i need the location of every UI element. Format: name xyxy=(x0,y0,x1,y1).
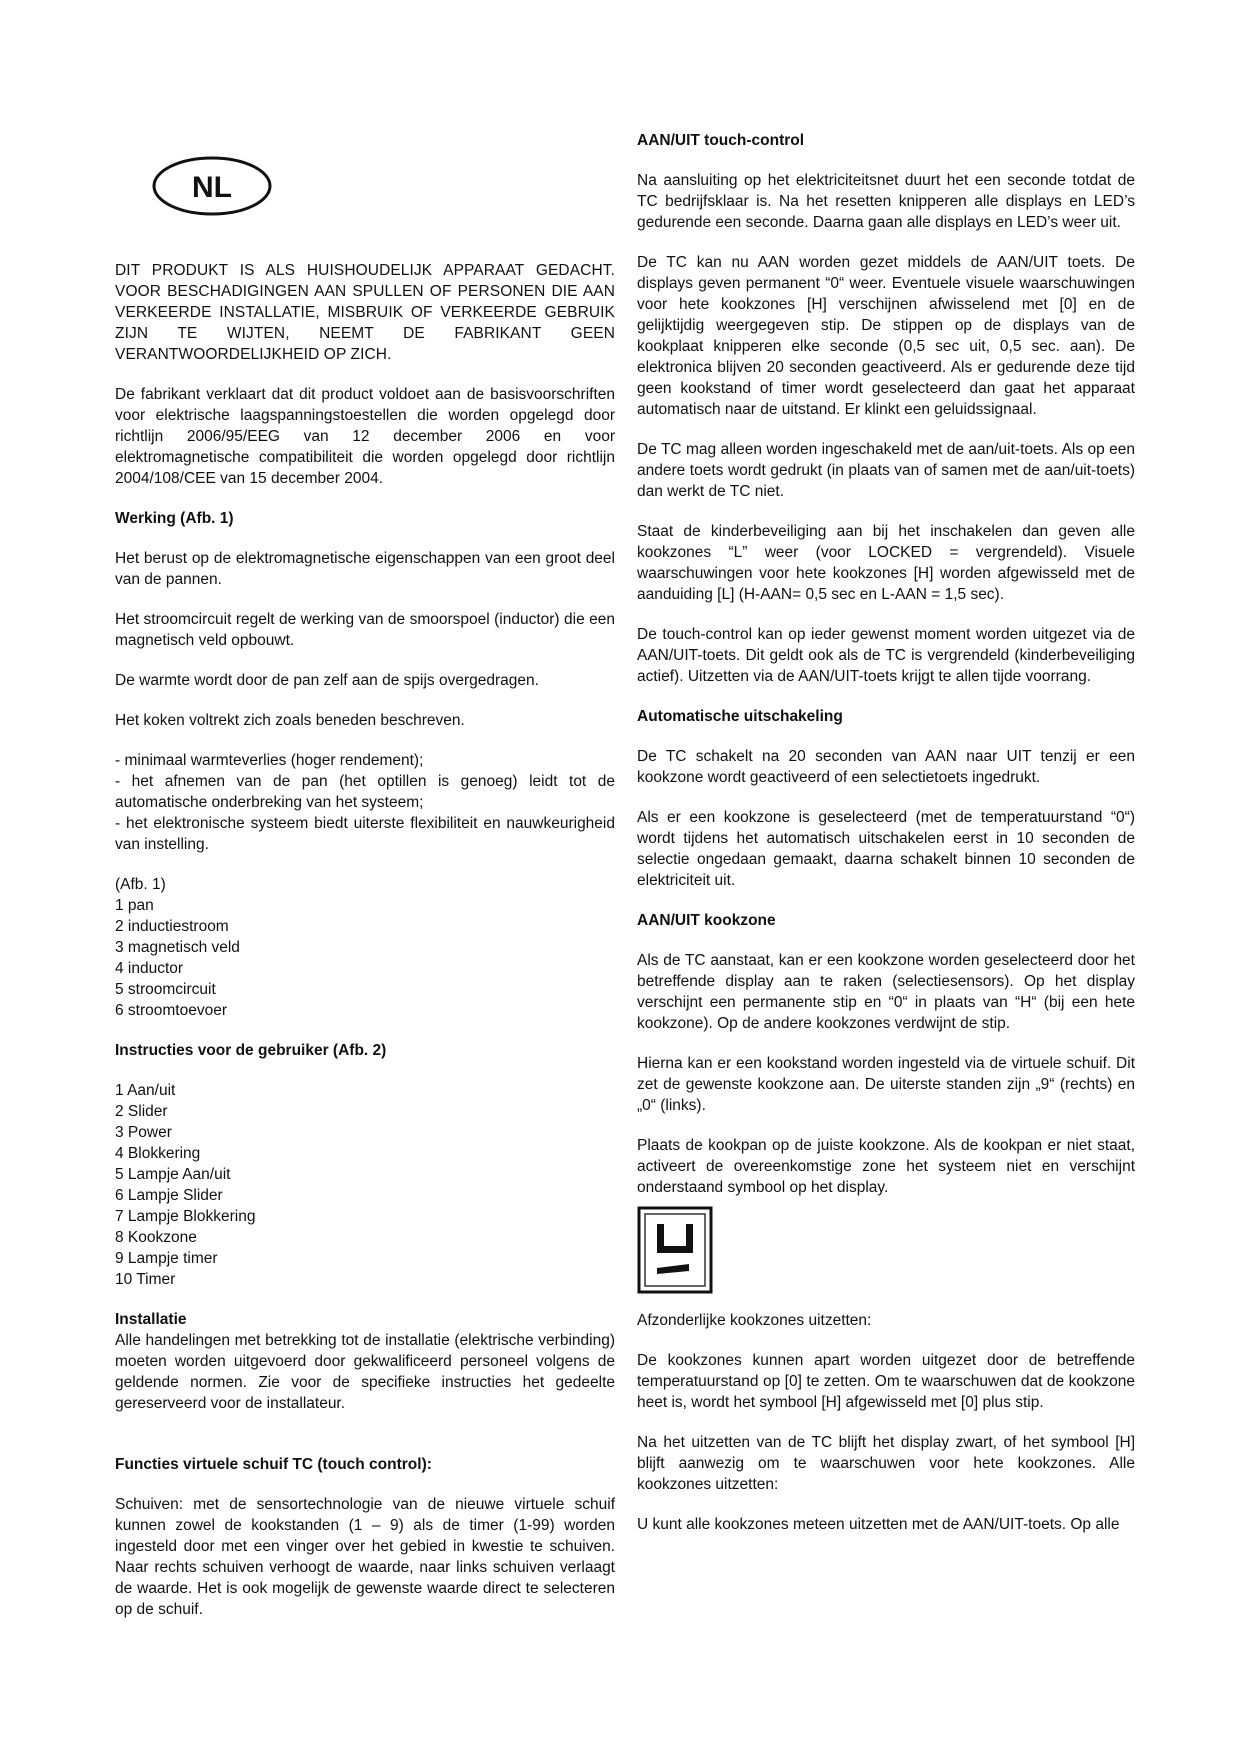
list-item: 4 Blokkering xyxy=(115,1145,201,1162)
figure-2-legend xyxy=(115,1080,615,1290)
list-item: - het afnemen van de pan (het optillen is genoeg) leidt tot de automatische onderbreking van het systeem; xyxy=(115,773,615,811)
functies-heading: Functies virtuele schuif TC (touch control): xyxy=(115,1456,432,1473)
afzonderlijk-label: Afzonderlijke kookzones uitzetten: xyxy=(637,1312,872,1329)
list-item: 6 Lampje Slider xyxy=(115,1187,223,1204)
werking-paragraph-2: Het stroomcircuit regelt de werking van de smoorspoel (inductor) die een magnetisch veld opbouwt. xyxy=(115,611,615,649)
aanuit-paragraph-1: Na aansluiting op het elektriciteitsnet duurt het een seconde totdat de TC bedrijfsklaar is. Na het resetten knipperen alle displays en LED’s gedurende een seconde. Daarna gaan alle displays en LED’s weer uit. xyxy=(637,172,1135,231)
werking-paragraph-4: Het koken voltrekt zich zoals beneden beschreven. xyxy=(115,712,465,729)
auto-paragraph-1: De TC schakelt na 20 seconden van AAN naar UIT tenzij er een kookzone wordt geactiveerd of een selectietoets ingedrukt. xyxy=(637,748,1135,786)
figure-1-title: (Afb. 1) xyxy=(115,876,166,893)
werking-paragraph-3: De warmte wordt door de pan zelf aan de spijs overgedragen. xyxy=(115,672,539,689)
kookzone-paragraph-3: Plaats de kookpan op de juiste kookzone. Als de kookpan er niet staat, activeert de overeenkomstige zone het systeem niet en verschijnt onderstaand symbool op het display. xyxy=(637,1137,1135,1196)
aanuit-paragraph-3: De TC mag alleen worden ingeschakeld met de aan/uit-toets. Als op een andere toets wordt gedrukt (in plaats van of samen met de aan/uit-toets) dan werkt de TC niet. xyxy=(637,441,1135,500)
list-item: - het elektronische systeem biedt uiterste flexibiliteit en nauwkeurigheid van instelling. xyxy=(115,815,615,853)
list-item: 5 stroomcircuit xyxy=(115,981,216,998)
instructies-heading: Instructies voor de gebruiker (Afb. 2) xyxy=(115,1042,387,1059)
list-item: 7 Lampje Blokkering xyxy=(115,1208,256,1225)
list-item: 6 stroomtoevoer xyxy=(115,1002,227,1019)
afzonderlijk-paragraph-1: De kookzones kunnen apart worden uitgezet door de betreffende temperatuurstand op [0] te zetten. Om te waarschuwen dat de kookzone heet is, wordt het symbool [H] afgewisseld met [0] plus stip. xyxy=(637,1352,1135,1411)
list-item: 4 inductor xyxy=(115,960,184,977)
aanuit-kookzone-heading: AAN/UIT kookzone xyxy=(637,912,776,929)
list-item: 5 Lampje Aan/uit xyxy=(115,1166,231,1183)
installatie-text: Alle handelingen met betrekking tot de installatie (elektrische verbinding) moeten worden uitgevoerd door gekwalificeerd personeel volgens de geldende normen. Zie voor de specifieke instructies het gedeelte gereserveerd voor de installateur. xyxy=(115,1332,615,1412)
list-item: 1 Aan/uit xyxy=(115,1082,176,1099)
aanuit-touch-control-heading: AAN/UIT touch-control xyxy=(637,132,805,149)
right-column xyxy=(637,130,1135,1554)
aanuit-paragraph-4: Staat de kinderbeveiliging aan bij het inschakelen dan geven alle kookzones “L” weer (voor LOCKED = vergrendeld). Visuele waarschuwingen voor hete kookzones [H] worden afgewisseld met de aanduiding [L] (H-AAN= 0,5 sec en L-AAN = 1,5 sec). xyxy=(637,523,1135,603)
disclaimer-text: DIT PRODUKT IS ALS HUISHOUDELIJK APPARAAT GEDACHT. VOOR BESCHADIGINGEN AAN SPULLEN OF PERSONEN DIE AAN VERKEERDE INSTALLATIE, MISBRUIK OF VERKEERDE GEBRUIK ZIJN TE WIJTEN, NEEMT DE FABRIKANT GEEN VERANTWOORDELIJKHEID OP ZICH. xyxy=(115,262,615,363)
list-item: 8 Kookzone xyxy=(115,1229,197,1246)
declaration-text: De fabrikant verklaart dat dit product voldoet aan de basisvoorschriften voor elektrische laagspanningstoestellen die worden opgelegd door richtlijn 2006/95/EEG van 12 december 2006 en voor elektromagnetische compatibiliteit die worden opgelegd door richtlijn 2004/108/CEE van 15 december 2004. xyxy=(115,386,615,487)
functies-text: Schuiven: met de sensortechnologie van de nieuwe virtuele schuif kunnen zowel de kookstanden (1 – 9) als de timer (1-99) worden ingesteld door met een vinger over het gebied in kwestie te schuiven. Naar rechts schuiven verhoogt de waarde, naar links schuiven verlaagt de waarde. Het is ook mogelijk de gewenste waarde direct te selecteren op de schuif. xyxy=(115,1496,615,1618)
auto-paragraph-2: Als er een kookzone is geselecteerd (met de temperatuurstand “0“) wordt tijdens het automatisch uitschakelen eerst in 10 seconden de selectie ongedaan gemaakt, daarna schakelt binnen 10 seconden de elektriciteit uit. xyxy=(637,809,1135,889)
kookzone-paragraph-2: Hierna kan er een kookstand worden ingesteld via de virtuele schuif. Dit zet de gewenste kookzone aan. De uiterste standen zijn „9“ (rechts) en „0“ (links). xyxy=(637,1055,1135,1114)
logo-text: NL xyxy=(192,171,232,204)
list-item: 9 Lampje timer xyxy=(115,1250,218,1267)
alle-kookzones-text: U kunt alle kookzones meteen uitzetten met de AAN/UIT-toets. Op alle xyxy=(637,1516,1120,1533)
no-pan-display-icon xyxy=(637,1206,713,1294)
list-item: 3 magnetisch veld xyxy=(115,939,240,956)
automatische-uitschakeling-heading: Automatische uitschakeling xyxy=(637,708,843,725)
list-item: 1 pan xyxy=(115,897,154,914)
afzonderlijk-paragraph-2: Na het uitzetten van de TC blijft het display zwart, of het symbool [H] blijft aanwezig om te waarschuwen voor hete kookzones. Alle kookzones uitzetten: xyxy=(637,1434,1135,1493)
advantages-list xyxy=(115,750,615,855)
left-column xyxy=(115,150,615,1639)
list-item: 2 inductiestroom xyxy=(115,918,229,935)
werking-heading: Werking (Afb. 1) xyxy=(115,510,234,527)
country-code-logo xyxy=(151,154,273,218)
kookzone-paragraph-1: Als de TC aanstaat, kan er een kookzone worden geselecteerd door het betreffende display aan te raken (selectiesensors). Op het display verschijnt een permanente stip en “0“ in plaats van “H“ (bij een hete kookzone). Op de andere kookzones verdwijnt de stip. xyxy=(637,952,1135,1032)
list-item: - minimaal warmteverlies (hoger rendement); xyxy=(115,752,424,769)
list-item: 10 Timer xyxy=(115,1271,176,1288)
list-item: 3 Power xyxy=(115,1124,172,1141)
aanuit-paragraph-2: De TC kan nu AAN worden gezet middels de AAN/UIT toets. De displays geven permanent “0“ weer. Eventuele visuele waarschuwingen voor hete kookzones [H] verschijnen afwisselend met [0] en de gelijktijdig weergegeven stip. De stippen op de displays van de kookplaat knipperen elke seconde (0,5 sec uit, 0,5 sec. aan). De elektronica blijven 20 seconden geactiveerd. Als er gedurende deze tijd geen kookstand of timer wordt geselecteerd dan gaat het apparaat automatisch naar de uitstand. Er klinkt een geluidssignaal. xyxy=(637,254,1135,418)
figure-1-legend xyxy=(115,874,615,1021)
aanuit-paragraph-5: De touch-control kan op ieder gewenst moment worden uitgezet via de AAN/UIT-toets. Dit geldt ook als de TC is vergrendeld (kinderbeveiliging actief). Uitzetten via de AAN/UIT-toets krijgt te allen tijde voorrang. xyxy=(637,626,1135,685)
list-item: 2 Slider xyxy=(115,1103,168,1120)
installatie-heading: Installatie xyxy=(115,1311,187,1328)
werking-paragraph-1: Het berust op de elektromagnetische eigenschappen van een groot deel van de pannen. xyxy=(115,550,615,588)
